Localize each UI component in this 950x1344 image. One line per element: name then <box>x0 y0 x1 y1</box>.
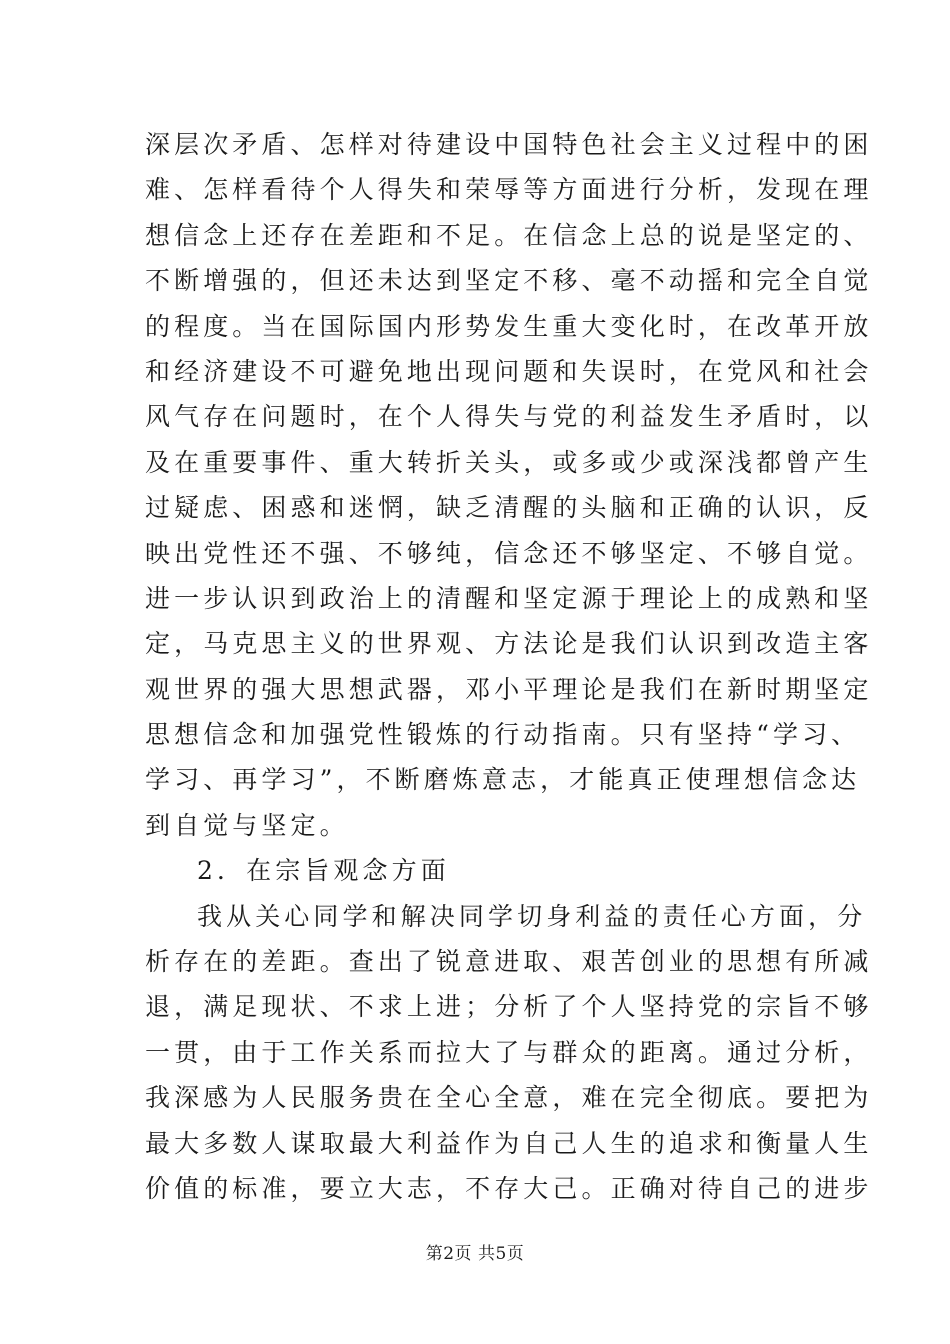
text-line: 风气存在问题时，在个人得失与党的利益发生矛盾时，以 <box>145 402 873 432</box>
text-line: 定，马克思主义的世界观、方法论是我们认识到改造主客 <box>145 629 873 659</box>
text-line: 思想信念和加强党性锻炼的行动指南。只有坚持“学习、 <box>145 720 861 750</box>
text-line: 难、怎样看待个人得失和荣辱等方面进行分析，发现在理 <box>145 175 873 205</box>
body-text <box>145 122 873 1211</box>
text-line: 最大多数人谋取最大利益作为自己人生的追求和衡量人生 <box>145 1128 873 1158</box>
text-line: 和经济建设不可避免地出现问题和失误时，在党风和社会 <box>145 356 873 386</box>
text-line: 映出党性还不强、不够纯，信念还不够坚定、不够自觉。 <box>145 538 873 568</box>
text-line: 退，满足现状、不求上进；分析了个人坚持党的宗旨不够 <box>145 992 873 1022</box>
text-line: 价值的标准，要立大志，不存大己。正确对待自己的进步 <box>145 1173 873 1203</box>
text-line: 观世界的强大思想武器，邓小平理论是我们在新时期坚定 <box>145 674 873 704</box>
text-line: 进一步认识到政治上的清醒和坚定源于理论上的成熟和坚 <box>145 583 873 613</box>
text-line: 深层次矛盾、怎样对待建设中国特色社会主义过程中的困 <box>145 130 873 159</box>
text-line: 学习、再学习”，不断磨炼意志，才能真正使理想信念达 <box>145 765 861 795</box>
page-footer: 第2页 共5页 <box>425 1244 525 1264</box>
text-line: 到自觉与坚定。 <box>145 810 349 840</box>
text-line: 我从关心同学和解决同学切身利益的责任心方面，分 <box>197 901 867 931</box>
text-line: 一贯，由于工作关系而拉大了与群众的距离。通过分析， <box>145 1037 873 1067</box>
text-line: 想信念上还存在差距和不足。在信念上总的说是坚定的、 <box>145 220 873 250</box>
text-line: 2．在宗旨观念方面 <box>197 856 450 886</box>
text-line: 析存在的差距。查出了锐意进取、艰苦创业的思想有所减 <box>145 947 873 977</box>
text-line: 我深感为人民服务贵在全心全意，难在完全彻底。要把为 <box>145 1083 873 1113</box>
text-line: 的程度。当在国际国内形势发生重大变化时，在改革开放 <box>145 311 873 341</box>
text-line: 及在重要事件、重大转折关头，或多或少或深浅都曾产生 <box>145 447 873 477</box>
text-line: 不断增强的，但还未达到坚定不移、毫不动摇和完全自觉 <box>145 266 873 296</box>
text-line: 过疑虑、困惑和迷惘，缺乏清醒的头脑和正确的认识，反 <box>145 493 873 523</box>
